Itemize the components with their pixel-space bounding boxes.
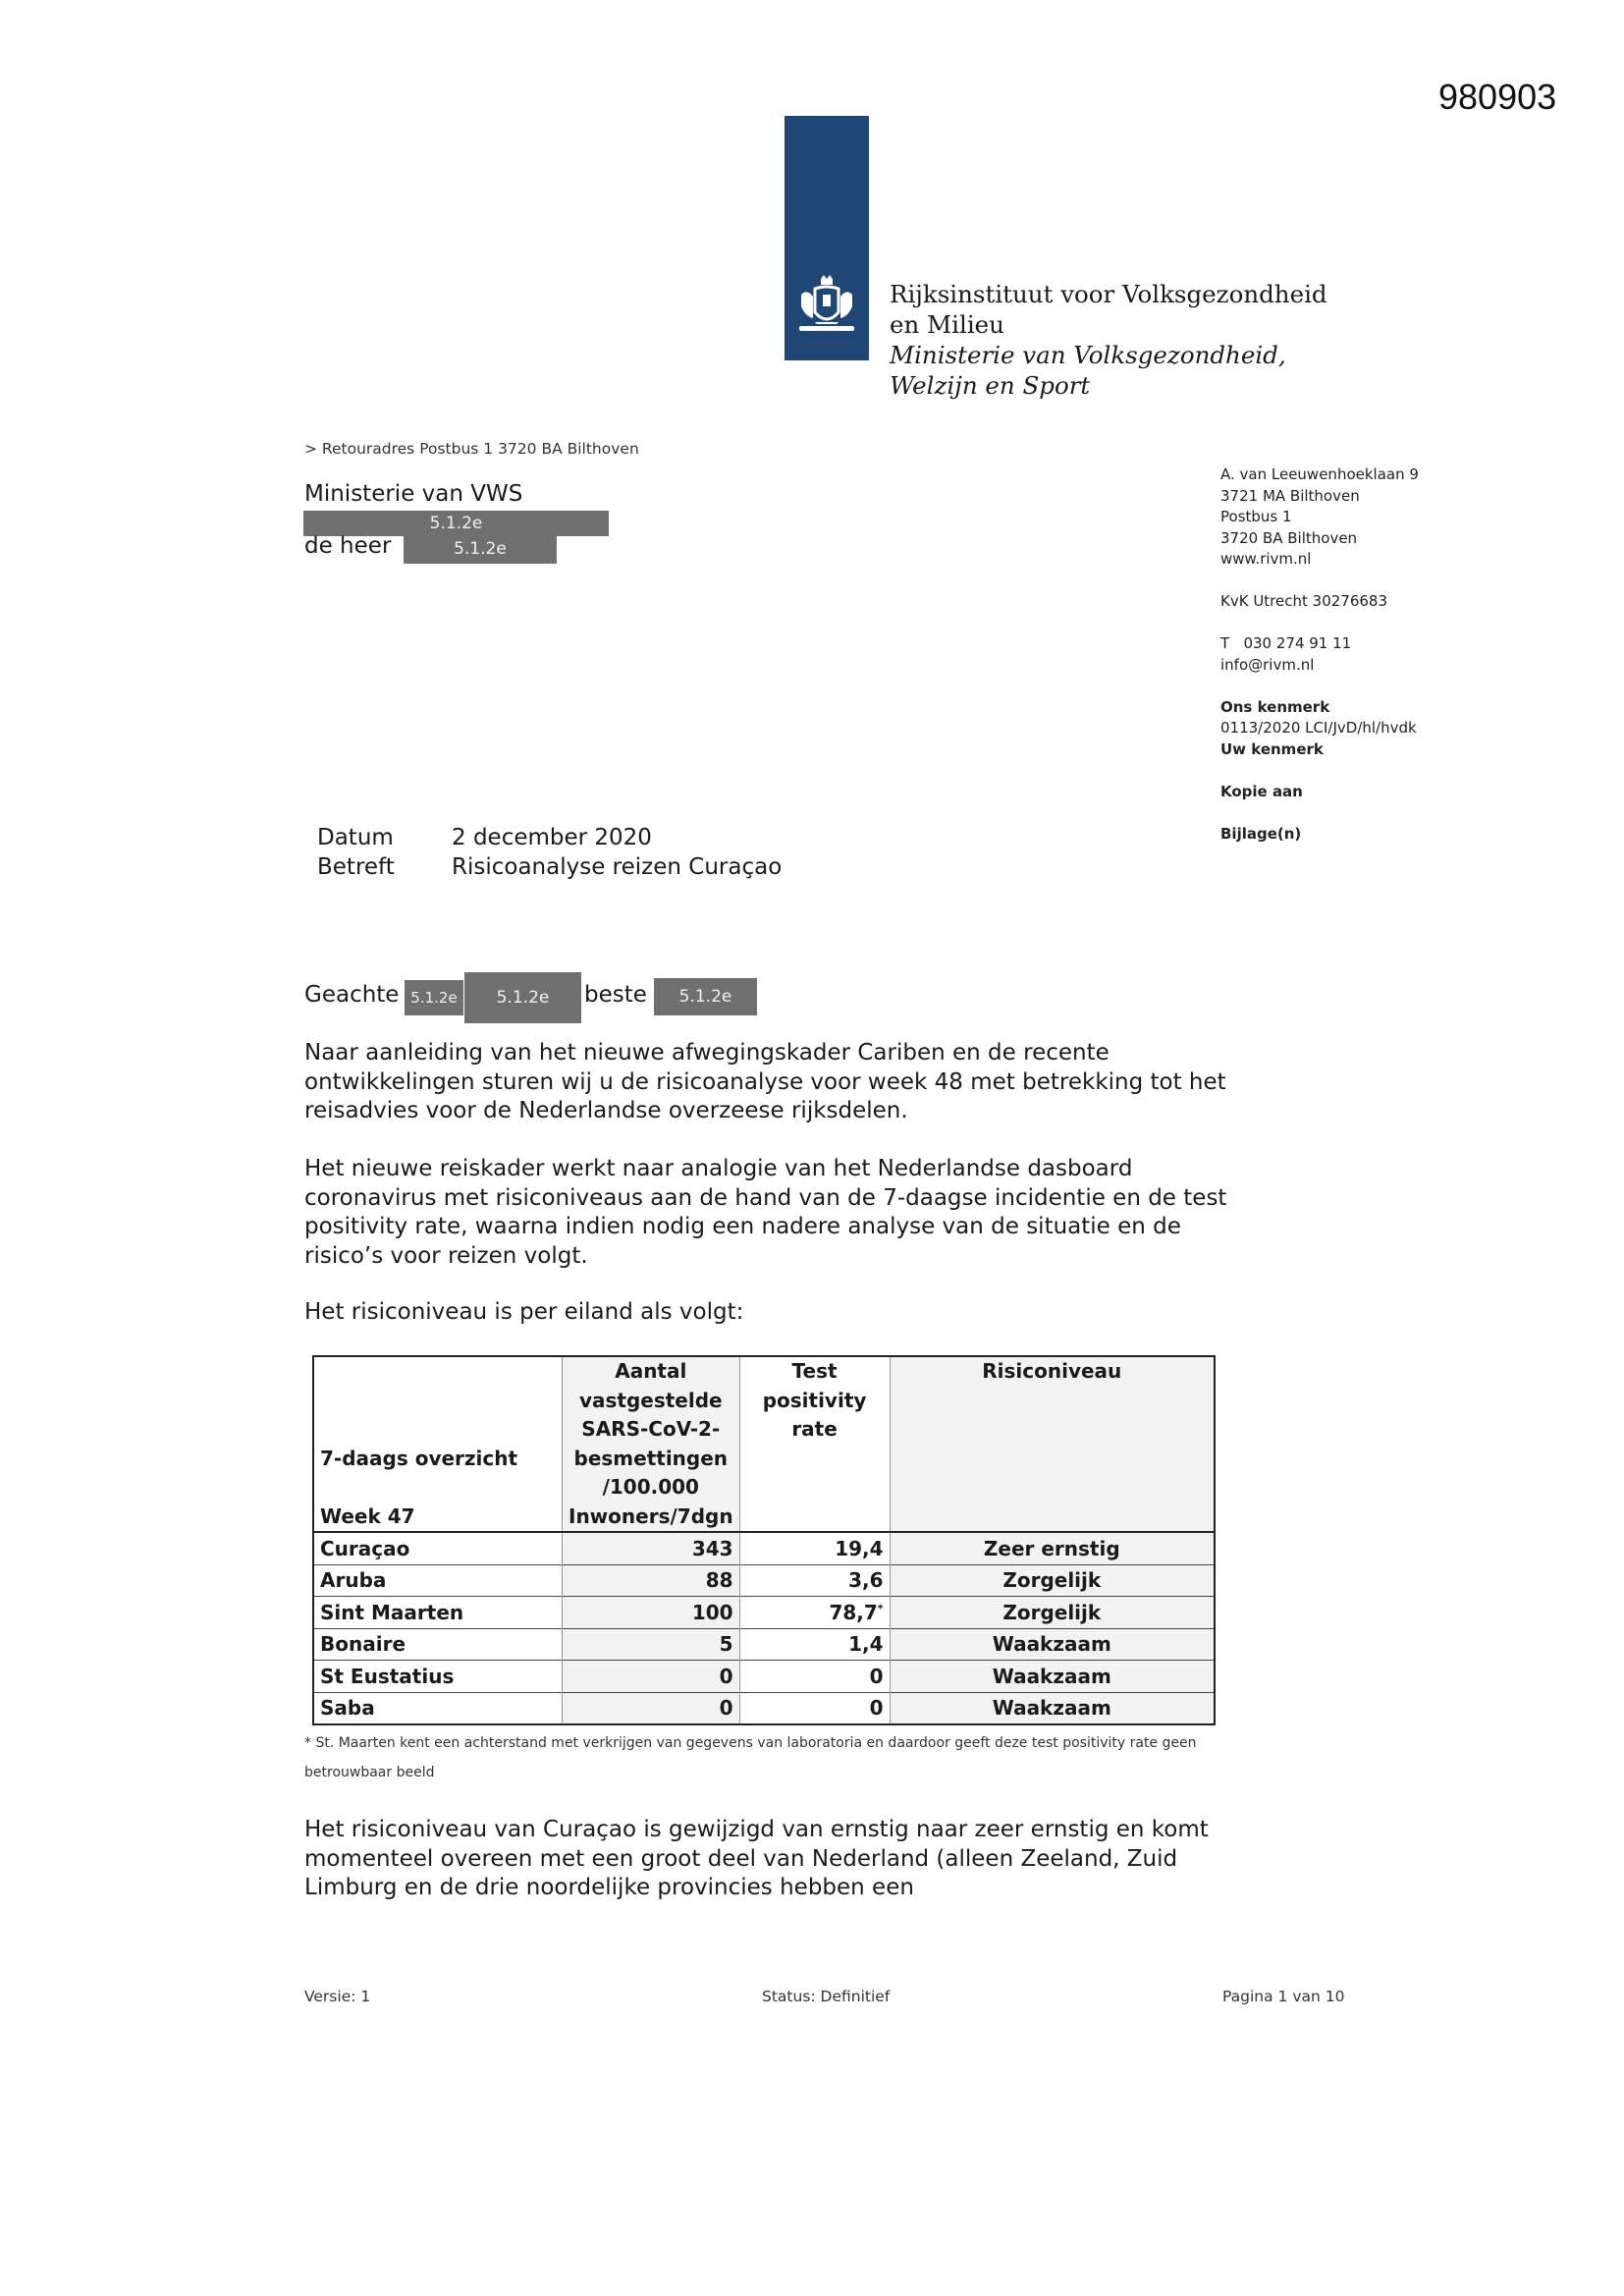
org-line-3: Ministerie van Volksgezondheid, <box>890 341 1286 369</box>
island-name: Bonaire <box>313 1628 563 1661</box>
uw-kenmerk-label: Uw kenmerk <box>1220 739 1324 758</box>
header-cases-line: Aantal <box>615 1359 687 1383</box>
sender-address-line: Postbus 1 <box>1220 508 1292 525</box>
royal-crest-icon <box>791 273 862 344</box>
risk-level: Waakzaam <box>890 1628 1215 1661</box>
cases-value: 88 <box>563 1564 740 1597</box>
header-tpr-line: positivity <box>762 1388 867 1412</box>
sender-address-line: A. van Leeuwenhoeklaan 9 <box>1220 465 1419 483</box>
footer-status: Status: Definitief <box>762 1988 891 2005</box>
tpr-value <box>739 1661 890 1693</box>
table-footnote: * St. Maarten kent een achterstand met verkrijgen van gegevens van laboratoria en daardoor geeft deze test positivity rate geen betrouwbaar beeld <box>304 1735 1197 1780</box>
table-row <box>313 1692 1215 1724</box>
footnote-marker: * <box>877 1602 884 1615</box>
header-cases-line: vastgestelde <box>578 1388 723 1412</box>
greeting-word-2: beste <box>584 982 647 1008</box>
risk-table <box>312 1355 1216 1725</box>
island-name: Curaçao <box>313 1532 563 1564</box>
risk-level: Waakzaam <box>890 1661 1215 1693</box>
tpr-number: 0 <box>869 1696 884 1721</box>
sender-email: info@rivm.nl <box>1220 655 1315 674</box>
redaction-block <box>464 972 581 1023</box>
betreft-value: Risicoanalyse reizen Curaçao <box>452 854 783 880</box>
table-title: 7-daags overzicht <box>320 1446 518 1470</box>
header-cases-line: Inwoners/7dgn <box>568 1503 733 1528</box>
greeting-word-1: Geachte <box>304 982 400 1008</box>
recipient-address <box>304 479 522 509</box>
header-tpr-line: Test <box>791 1359 838 1383</box>
paragraph-4: Het risiconiveau van Curaçao is gewijzigd van ernstig naar zeer ernstig en komt momenteel overeen met een groot deel van Nederland (alleen Zeeland, Zuid Limburg en de drie noordelijke provincies hebben een <box>304 1817 1209 1900</box>
kopie-label: Kopie aan <box>1220 782 1303 800</box>
sender-sidebar <box>1220 465 1574 845</box>
cases-value: 343 <box>563 1532 740 1564</box>
risk-level: Zorgelijk <box>890 1564 1215 1597</box>
risk-level: Zeer ernstig <box>890 1532 1215 1564</box>
header-overview <box>313 1356 563 1532</box>
datum-label: Datum <box>317 825 394 850</box>
redaction-block <box>405 980 463 1015</box>
recipient-salutation: de heer <box>304 533 392 559</box>
tpr-number: 78,7 <box>829 1600 878 1624</box>
table-row <box>313 1628 1215 1661</box>
ons-kenmerk-label: Ons kenmerk <box>1220 697 1330 716</box>
redaction-block <box>654 978 757 1015</box>
redaction-code: 5.1.2e <box>454 539 507 559</box>
letter-meta <box>317 823 782 882</box>
tpr-value <box>739 1692 890 1724</box>
sender-address-line: 3721 MA Bilthoven <box>1220 486 1360 505</box>
island-name: St Eustatius <box>313 1661 563 1693</box>
tpr-number: 1,4 <box>848 1632 884 1657</box>
sender-website: www.rivm.nl <box>1220 550 1312 568</box>
datum-value: 2 december 2020 <box>452 825 652 850</box>
risk-table-header <box>313 1356 1215 1532</box>
island-name: Saba <box>313 1692 563 1724</box>
tpr-value <box>739 1597 890 1629</box>
header-cases-line: /100.000 <box>602 1475 699 1499</box>
table-row <box>313 1532 1215 1564</box>
table-row <box>313 1661 1215 1693</box>
sender-phone: T 030 274 91 11 <box>1220 634 1352 652</box>
paragraph-2: Het nieuwe reiskader werkt naar analogie van het Nederlandse dasboard coronavirus met risiconiveaus aan de hand van de 7-daagse incidentie en de test positivity rate, waarna indien nodig een nadere analyse van de situatie en de risico’s voor reizen volgt. <box>304 1156 1227 1269</box>
island-name: Aruba <box>313 1564 563 1597</box>
betreft-label: Betreft <box>317 854 395 880</box>
return-address: > Retouradres Postbus 1 3720 BA Bilthoven <box>304 440 639 458</box>
risk-level: Zorgelijk <box>890 1597 1215 1629</box>
footer-page: Pagina 1 van 10 <box>1222 1988 1345 2005</box>
risk-level: Waakzaam <box>890 1692 1215 1724</box>
document-number: 980903 <box>1438 77 1557 117</box>
org-line-2: en Milieu <box>890 310 1004 339</box>
header-tpr <box>739 1356 890 1532</box>
redaction-code: 5.1.2e <box>410 989 458 1007</box>
table-row <box>313 1597 1215 1629</box>
redaction-code: 5.1.2e <box>429 514 483 533</box>
cases-value: 5 <box>563 1628 740 1661</box>
tpr-number: 19,4 <box>835 1536 884 1560</box>
tpr-value <box>739 1564 890 1597</box>
table-row <box>313 1564 1215 1597</box>
redaction-code: 5.1.2e <box>496 988 550 1008</box>
sender-address-line: 3720 BA Bilthoven <box>1220 528 1358 547</box>
bijlage-label: Bijlage(n) <box>1220 824 1302 843</box>
header-tpr-line: rate <box>791 1417 838 1441</box>
sender-kvk: KvK Utrecht 30276683 <box>1220 592 1387 610</box>
table-week: Week 47 <box>320 1503 415 1528</box>
organization-name <box>890 279 1327 401</box>
redaction-block <box>404 534 557 564</box>
tpr-value <box>739 1628 890 1661</box>
cases-value: 0 <box>563 1692 740 1724</box>
tpr-value <box>739 1532 890 1564</box>
header-cases-line: SARS-CoV-2- <box>581 1417 721 1441</box>
redaction-code: 5.1.2e <box>678 987 732 1007</box>
header-cases-line: besmettingen <box>573 1446 729 1470</box>
cases-value: 0 <box>563 1661 740 1693</box>
paragraph-1: Naar aanleiding van het nieuwe afwegingskader Cariben en de recente ontwikkelingen sturen wij u de risicoanalyse voor week 48 met betrekking tot het reisadvies voor de Nederlandse overzeese rijksdelen. <box>304 1040 1226 1123</box>
org-line-1: Rijksinstituut voor Volksgezondheid <box>890 280 1327 308</box>
recipient-org: Ministerie van VWS <box>304 481 523 507</box>
header-risk-level: Risiconiveau <box>890 1356 1215 1532</box>
header-cases <box>563 1356 740 1532</box>
tpr-number: 0 <box>869 1664 884 1688</box>
footer-version: Versie: 1 <box>304 1988 371 2005</box>
paragraph-3: Het risiconiveau is per eiland als volgt: <box>304 1299 744 1325</box>
island-name: Sint Maarten <box>313 1597 563 1629</box>
org-line-4: Welzijn en Sport <box>890 371 1091 400</box>
ons-kenmerk-value: 0113/2020 LCI/JvD/hl/hvdk <box>1220 719 1417 737</box>
tpr-number: 3,6 <box>848 1568 884 1593</box>
cases-value: 100 <box>563 1597 740 1629</box>
